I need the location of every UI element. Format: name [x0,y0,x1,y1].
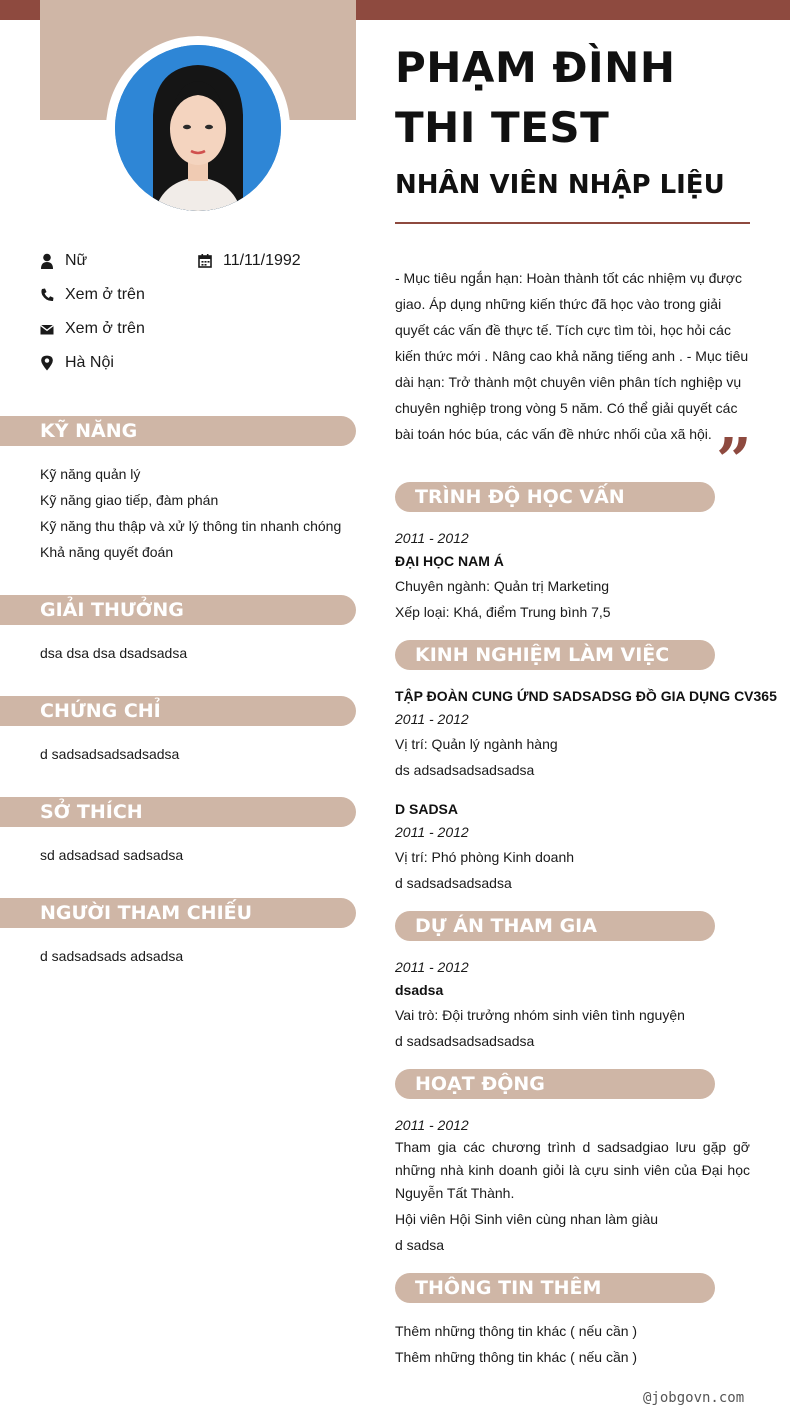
birthday-value: 11/11/1992 [223,252,301,269]
title-divider [395,222,750,224]
experience-description: ds adsadsadsadsadsa [395,762,535,778]
references-heading: NGƯỜI THAM CHIẾU [0,898,356,928]
experience-heading: KINH NGHIỆM LÀM VIỆC [395,640,715,670]
contact-gender [40,251,87,271]
references-text: d sadsadsads adsadsa [40,948,184,964]
phone-value: Xem ở trên [65,286,145,303]
activity-date: 2011 - 2012 [395,1117,469,1133]
contact-phone [40,285,145,305]
experience-position: Vị trí: Quản lý ngành hàng [395,736,558,752]
user-icon [40,253,54,269]
projects-heading: DỰ ÁN THAM GIA [395,911,715,941]
experience-date: 2011 - 2012 [395,711,469,727]
education-heading: TRÌNH ĐỘ HỌC VẤN [395,482,715,512]
skills-heading: KỸ NĂNG [0,416,356,446]
awards-text: dsa dsa dsa dsadsadsa [40,645,188,661]
job-title: NHÂN VIÊN NHẬP LIỆU [395,170,725,200]
education-grade: Xếp loại: Khá, điểm Trung bình 7,5 [395,604,611,620]
contact-email [40,319,145,339]
project-name: dsadsa [395,982,444,998]
project-description: d sadsadsadsadsadsa [395,1033,535,1049]
phone-icon [40,287,54,303]
additional-info-line: Thêm những thông tin khác ( nếu cần ) [395,1349,638,1365]
map-pin-icon [40,355,54,371]
contact-address [40,353,114,373]
skill-item: Khả năng quyết đoán [40,544,174,560]
experience-company: TẬP ĐOÀN CUNG ỨND SADSADSG ĐỒ GIA DỤNG CV365 [395,688,777,704]
education-date: 2011 - 2012 [395,530,469,546]
address-value: Hà Nội [65,354,114,371]
certificates-heading: CHỨNG CHỈ [0,696,356,726]
avatar [115,45,281,211]
activity-description: Tham gia các chương trình d sadsadgiao lưu gặp gỡ những nhà kinh doanh giỏi là cựu sinh viên của Đại học Nguyễn Tất Thành. [395,1139,750,1201]
candidate-name: PHẠM ĐÌNH THI TEST [395,43,676,152]
activities-heading: HOẠT ĐỘNG [395,1069,715,1099]
hobbies-text: sd adsadsad sadsadsa [40,847,184,863]
experience-description: d sadsadsadsadsa [395,875,512,891]
mail-icon [40,321,54,337]
hobbies-heading: SỞ THÍCH [0,797,356,827]
activity-role: Hội viên Hội Sinh viên cùng nhan làm giàu [395,1211,659,1227]
additional-info-line: Thêm những thông tin khác ( nếu cần ) [395,1323,638,1339]
project-date: 2011 - 2012 [395,959,469,975]
awards-heading: GIẢI THƯỞNG [0,595,356,625]
education-major: Chuyên ngành: Quản trị Marketing [395,578,610,594]
quote-icon: ” [716,424,752,497]
skill-item: Kỹ năng giao tiếp, đàm phán [40,492,219,508]
calendar-icon [198,253,212,269]
experience-position: Vị trí: Phó phòng Kinh doanh [395,849,575,865]
gender-value: Nữ [65,252,88,269]
contact-birthday [198,251,301,271]
footer-watermark: @jobgovn.com [643,1390,745,1406]
experience-company: D SADSA [395,801,459,817]
avatar-portrait [115,45,281,211]
experience-date: 2011 - 2012 [395,824,469,840]
activity-note: d sadsa [395,1237,445,1253]
education-school: ĐẠI HỌC NAM Á [395,553,504,569]
email-value: Xem ở trên [65,320,145,337]
skill-item: Kỹ năng thu thập và xử lý thông tin nhanh chóng [40,518,342,534]
certificates-text: d sadsadsadsadsadsa [40,746,180,762]
additional-info-heading: THÔNG TIN THÊM [395,1273,715,1303]
career-objective: - Mục tiêu ngắn hạn: Hoàn thành tốt các nhiệm vụ được giao. Áp dụng những kiến thức đã học vào trong giải quyết các vấn đề thực tế. Tích cực tìm tòi, học hỏi các kiến thức mới . Nâng cao khả năng tiếng anh . - Mục tiêu dài hạn: Trở thành một chuyên viên phân tích nghiệp vụ chuyên nghiệp trong vòng 5 năm. Có thể giải quyết các bài toán hóc búa, các vấn đề nhức nhối của xã hội. [395,270,749,442]
project-role: Vai trò: Đội trưởng nhóm sinh viên tình nguyện [395,1007,685,1023]
skill-item: Kỹ năng quản lý [40,466,141,482]
